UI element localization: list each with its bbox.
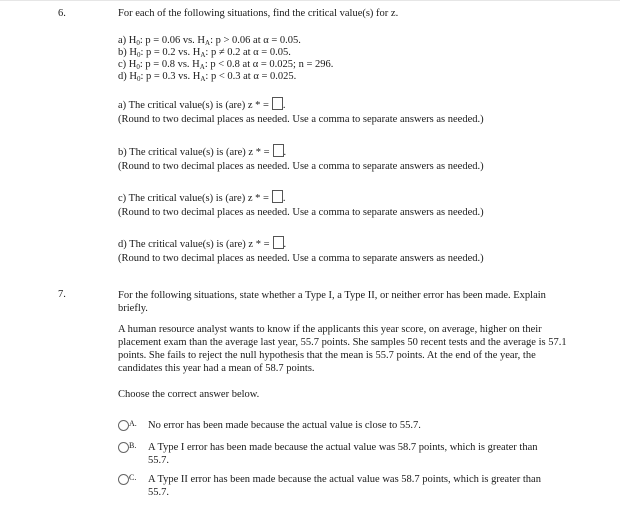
part-a-prompt: a) The critical value(s) is (are) z * = . xyxy=(118,97,286,111)
hypothesis-c: c) $H_0$: p = 0.8 vs. $H_A$: p < 0.8 at α = 0.025; n = 296. xyxy=(118,59,334,71)
top-divider xyxy=(0,0,620,1)
choose-prompt: Choose the correct answer below. xyxy=(118,389,260,400)
part-b-prompt: b) The critical value(s) is (are) z * = . xyxy=(118,144,286,158)
question-7-number: 7. xyxy=(58,289,66,300)
part-d-note: (Round to two decimal places as needed. Use a comma to separate answers as needed.) xyxy=(118,253,484,264)
option-a-text: No error has been made because the actual value is close to 55.7. xyxy=(148,420,421,431)
question-6-instruction: For each of the following situations, find the critical value(s) for z. xyxy=(118,8,399,19)
question-6-number: 6. xyxy=(58,8,66,19)
part-c-prompt: c) The critical value(s) is (are) z * = . xyxy=(118,190,286,204)
option-c-letter: C. xyxy=(129,473,137,482)
radio-a[interactable] xyxy=(118,420,129,431)
option-b-letter: B. xyxy=(129,441,137,450)
option-a-letter: A. xyxy=(129,419,137,428)
part-c-note: (Round to two decimal places as needed. Use a comma to separate answers as needed.) xyxy=(118,207,484,218)
hypothesis-d: d) $H_0$: p = 0.3 vs. $H_A$: p < 0.3 at α = 0.025. xyxy=(118,71,297,83)
option-b-text: A Type I error has been made because the actual value was 58.7 points, which is greater than 55.7. xyxy=(148,442,538,466)
part-b-note: (Round to two decimal places as needed. Use a comma to separate answers as needed.) xyxy=(118,161,484,172)
part-d-prompt: d) The critical value(s) is (are) z * = . xyxy=(118,236,286,250)
radio-c[interactable] xyxy=(118,474,129,485)
answer-box-c[interactable] xyxy=(272,190,283,203)
question-7-instruction: For the following situations, state whether a Type I, a Type II, or neither error has been made. Explain briefly. xyxy=(118,290,546,314)
radio-b[interactable] xyxy=(118,442,129,453)
answer-box-b[interactable] xyxy=(273,144,284,157)
question-7-scenario: A human resource analyst wants to know if the applicants this year score, on average, higher on their placement exam than the average last year, 55.7 points. She samples 50 recent tests and the average is 57.1 points. She fails to reject the null hypothesis that the mean is 55.7 points. At the end of the year, the candidates this year had a mean of 58.7 points. xyxy=(118,324,567,374)
answer-box-d[interactable] xyxy=(273,236,284,249)
part-a-note: (Round to two decimal places as needed. Use a comma to separate answers as needed.) xyxy=(118,114,484,125)
answer-box-a[interactable] xyxy=(272,97,283,110)
option-c-text: A Type II error has been made because the actual value was 58.7 points, which is greater than 55.7. xyxy=(148,474,541,498)
hypothesis-b: b) $H_0$: p = 0.2 vs. $H_A$: p ≠ 0.2 at α = 0.05. xyxy=(118,47,291,59)
hypothesis-a: a) $H_0$: p = 0.06 vs. $H_A$: p > 0.06 at α = 0.05. xyxy=(118,35,301,47)
